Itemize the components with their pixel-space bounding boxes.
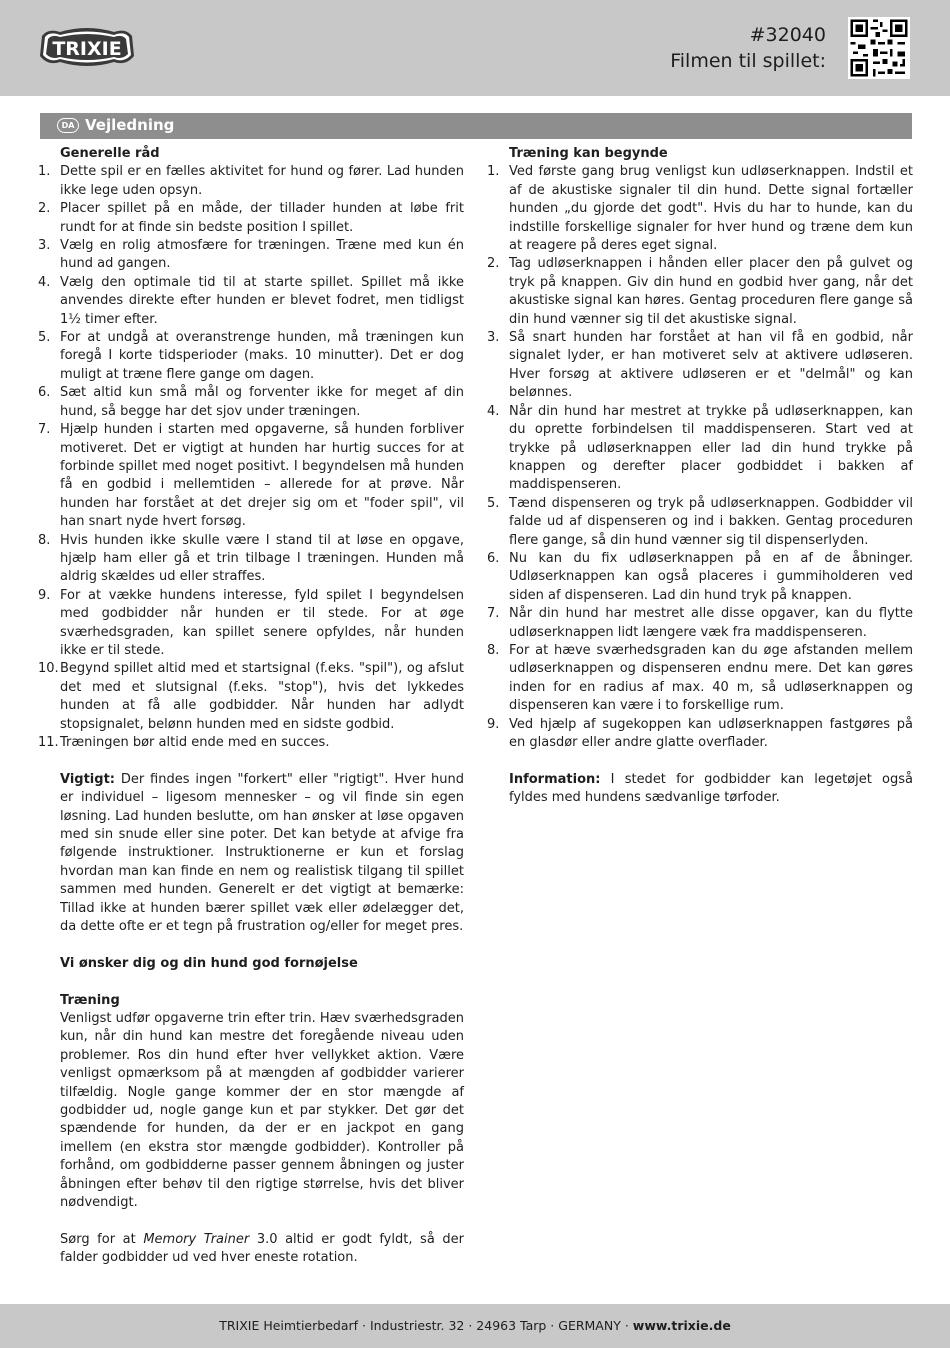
list-item-number: 7.	[487, 606, 500, 622]
film-label: Filmen til spillet:	[670, 50, 826, 72]
list-item-text: Når din hund har mestret alle disse opgaver, kan du flytte udløserknappen lidt længere væk fra maddispenseren.	[509, 606, 913, 640]
list-item	[487, 642, 913, 716]
list-item-number: 8.	[38, 532, 51, 548]
svg-text:TRIXIE: TRIXIE	[52, 38, 122, 60]
list-item-text: For at undgå at overanstrenge hunden, må træningen kun foregå I korte tidsperioder (maks. 10 minutter). Det er dog muligt at træne flere gange om dagen.	[60, 330, 464, 382]
list-item-number: 6.	[487, 550, 500, 566]
list-item	[487, 403, 913, 495]
wish-heading: Vi ønsker dig og din hund god fornøjelse	[60, 955, 358, 971]
important-note	[38, 771, 464, 937]
information-label: Information:	[509, 771, 601, 787]
list-item	[38, 274, 464, 329]
list-item-number: 2.	[38, 201, 51, 217]
list-item	[38, 587, 464, 661]
list-item	[487, 255, 913, 329]
list-item-text: Hjælp hunden i starten med opgaverne, så hunden forbliver motiveret. Det er vigtigt at hunden har hurtig succes for at forbinde spillet med noget positivt. I begyndelsen må hunden få en godbid i mellemtiden – allerede for at prøve. Når hunden har forstået at det drejer sig om et "foder spil", vil han snart nyde hvert forsøg.	[60, 422, 464, 530]
list-item	[38, 421, 464, 531]
list-item-number: 9.	[38, 587, 51, 603]
list-item-number: 3.	[487, 330, 500, 346]
list-item	[38, 734, 464, 752]
list-item-text: Dette spil er en fælles aktivitet for hund og fører. Lad hunden ikke lege uden opsyn.	[60, 164, 464, 198]
list-item-text: Begynd spillet altid med et startsignal (f.eks. "spil"), og afslut det med et slutsignal (f.eks. "stop"), hvis det lykkedes hunden at få alle godbidder. Når hunden har adlydt stopsignalet, belønn hunden med en sidste godbid.	[60, 661, 464, 732]
list-item-text: Tænd dispenseren og tryk på udløserknappen. Godbidder vil falde ud af dispenseren og ind i bakken. Gentag proceduren flere gange, så din hund vænner sig til dispenserlyden.	[509, 495, 913, 548]
section-bar	[40, 113, 912, 139]
fill-after: 3.0 altid er godt fyldt, så der falder godbidder ud ved hver eneste rotation.	[60, 1231, 464, 1266]
list-item	[487, 605, 913, 642]
list-item-text: Vælg en rolig atmosfære for træningen. Træne med kun én hund ad gangen.	[60, 238, 464, 272]
list-item	[38, 237, 464, 274]
list-item-number: 3.	[38, 238, 51, 254]
list-item	[487, 329, 913, 403]
footer-address: TRIXIE Heimtierbedarf · Industriestr. 32 · 24963 Tarp · GERMANY ·	[219, 1318, 633, 1333]
general-advice-heading: Generelle råd	[60, 146, 160, 161]
information-note	[487, 771, 913, 808]
training-start-heading: Træning kan begynde	[509, 146, 668, 161]
list-item-text: Ved første gang brug venligst kun udløserknappen. Indstil et af de akustiske signaler til din hund. Dette signal fortæller hunden „du gjorde det godt". Hvis du har to hunde, kan du indstille forskellige signaler for hver hund og træne dem kun at reagere på deres eget signal.	[509, 164, 913, 254]
list-item	[38, 329, 464, 384]
training-start-list	[487, 163, 913, 752]
important-label: Vigtigt:	[60, 771, 115, 787]
language-badge: DA	[57, 118, 79, 133]
list-item	[487, 163, 913, 255]
list-item-number: 10.	[38, 661, 59, 677]
training-text: Venligst udfør opgaverne trin efter trin. Hæv sværhedsgraden kun, når din hund kan mestre det foregående niveau uden problemer. Ros din hund efter hver vellykket aktion. Være venligst opmærksom på at mængden af godbidder varierer tilfældig. Nogle gange kommer der en stor mængde af godbidder ud, nogle gange kun et par stykker. Det gør det spændende for hunden, da der er en jackpot en gang imellem (en ekstra stor mængde godbidder). Kontroller på forhånd, om godbidderne passer gennem åbningen og juster åbningen efter behøv til den rigtige størrelse, hvis det bliver nødvendigt.	[60, 1011, 464, 1211]
list-item	[487, 716, 913, 753]
list-item-text: Når din hund har mestret at trykke på udløserknappen, kan du oprette forbindelsen til maddispenseren. Start ved at trykke på udløserknappen eller lad din hund trykke på knappen og derefter placer godbiddet i bakken af maddispenseren.	[509, 403, 913, 493]
list-item	[38, 200, 464, 237]
list-item-text: Vælg den optimale tid til at starte spillet. Spillet må ikke anvendes direkte efter hunden er blevet fodret, men tidligst 1½ timer efter.	[60, 274, 464, 327]
list-item-number: 1.	[38, 164, 51, 180]
list-item-number: 4.	[38, 274, 51, 290]
product-code: #32040	[749, 24, 826, 46]
list-item-number: 5.	[487, 495, 500, 511]
general-advice-list	[38, 163, 464, 752]
list-item-text: Placer spillet på en måde, der tillader hunden at løbe frit rundt for at finde sin bedste position I spillet.	[60, 201, 464, 235]
list-item	[487, 495, 913, 550]
list-item-text: Nu kan du fix udløserknappen på en af de åbninger. Udløserknappen kan også placeres i gummiholderen ved siden af dispenseren. Lad din hund tryk på knappen.	[509, 550, 913, 603]
list-item-text: Træningen bør altid ende med en succes.	[60, 735, 330, 750]
right-column	[487, 145, 913, 808]
fill-note	[38, 1231, 464, 1268]
list-item	[38, 163, 464, 200]
list-item-text: Så snart hunden har forstået at han vil få en godbid, når signalet lyder, er han motiveret selv at aktivere udløseren. Hver forsøg at aktivere udløseren er et "delmål" og kan belønnes.	[509, 330, 913, 401]
important-text: Der findes ingen "forkert" eller "rigtigt". Hver hund er individuel – ligesom mennesker – og vil finde sin egen løsning. Lad hunden beslutte, om han ønsker at løse opgaven med sin snude eller sine poter. Det kan betyde at afvige fra følgende instruktioner. Instruktionerne er kun et forslag hvordan man kan finde en nem og realistisk tilgang til spillet sammen med hunden. Generelt er det vigtigt at bemærke: Tillad ikke at hunden bærer spillet væk eller ødelægger det, da dette ofte er et tegn på frustration og/eller for meget pres.	[60, 771, 464, 935]
training-heading: Træning	[60, 992, 120, 1008]
list-item-number: 8.	[487, 642, 500, 658]
list-item-text: Sæt altid kun små mål og forventer ikke for meget af din hund, så begge har det sjov under træningen.	[60, 385, 464, 419]
qr-code-icon[interactable]	[848, 17, 910, 79]
list-item-text: For at hæve sværhedsgraden kan du øge afstanden mellem udløserknappen og dispenseren endnu mere. Det kan gøres inden for en radius af max. 40 m, så udløserknappen og dispenseren kan være i to forskellige rum.	[509, 642, 913, 714]
list-item-number: 11.	[38, 735, 59, 750]
list-item-number: 4.	[487, 403, 500, 419]
list-item	[38, 532, 464, 587]
list-item-number: 5.	[38, 330, 51, 346]
list-item-number: 2.	[487, 256, 500, 272]
list-item-text: Hvis hunden ikke skulle være I stand til at løse en opgave, hjælp ham eller gå et trin tilbage I træningen. Hunden må aldrig skældes ud eller straffes.	[60, 532, 464, 585]
information-text: I stedet for godbidder kan legetøjet også fyldes med hundens sædvanlige tørfoder.	[509, 771, 913, 806]
list-item	[38, 384, 464, 421]
list-item-text: Tag udløserknappen i hånden eller placer den på gulvet og tryk på knappen. Giv din hund en godbid hver gang, når det akustiske signal kan høres. Gentag proceduren flere gange så din hund vænner sig til det akustiske signal.	[509, 256, 913, 327]
list-item-number: 9.	[487, 716, 500, 732]
list-item-text: For at vække hundens interesse, fyld spilet I begyndelsen med godbidder når hunden er til stede. For at øge sværhedsgraden, kan spillet senere opfyldes, når hunden ikke er til stede.	[60, 587, 464, 658]
section-title: Vejledning	[85, 116, 175, 134]
list-item-number: 1.	[487, 164, 500, 180]
fill-before: Sørg for at	[60, 1231, 144, 1247]
list-item-number: 6.	[38, 385, 51, 401]
left-column	[38, 145, 464, 1268]
list-item-text: Ved hjælp af sugekoppen kan udløserknappen fastgøres på en glasdør eller andre glatte overflader.	[509, 716, 913, 750]
page-footer	[0, 1304, 950, 1348]
product-name: Memory Trainer	[143, 1231, 250, 1247]
footer-url-link[interactable]: www.trixie.de	[632, 1318, 731, 1333]
list-item-number: 7.	[38, 422, 51, 438]
list-item	[38, 660, 464, 734]
list-item	[487, 550, 913, 605]
trixie-logo	[38, 26, 136, 68]
page-header	[0, 0, 950, 96]
